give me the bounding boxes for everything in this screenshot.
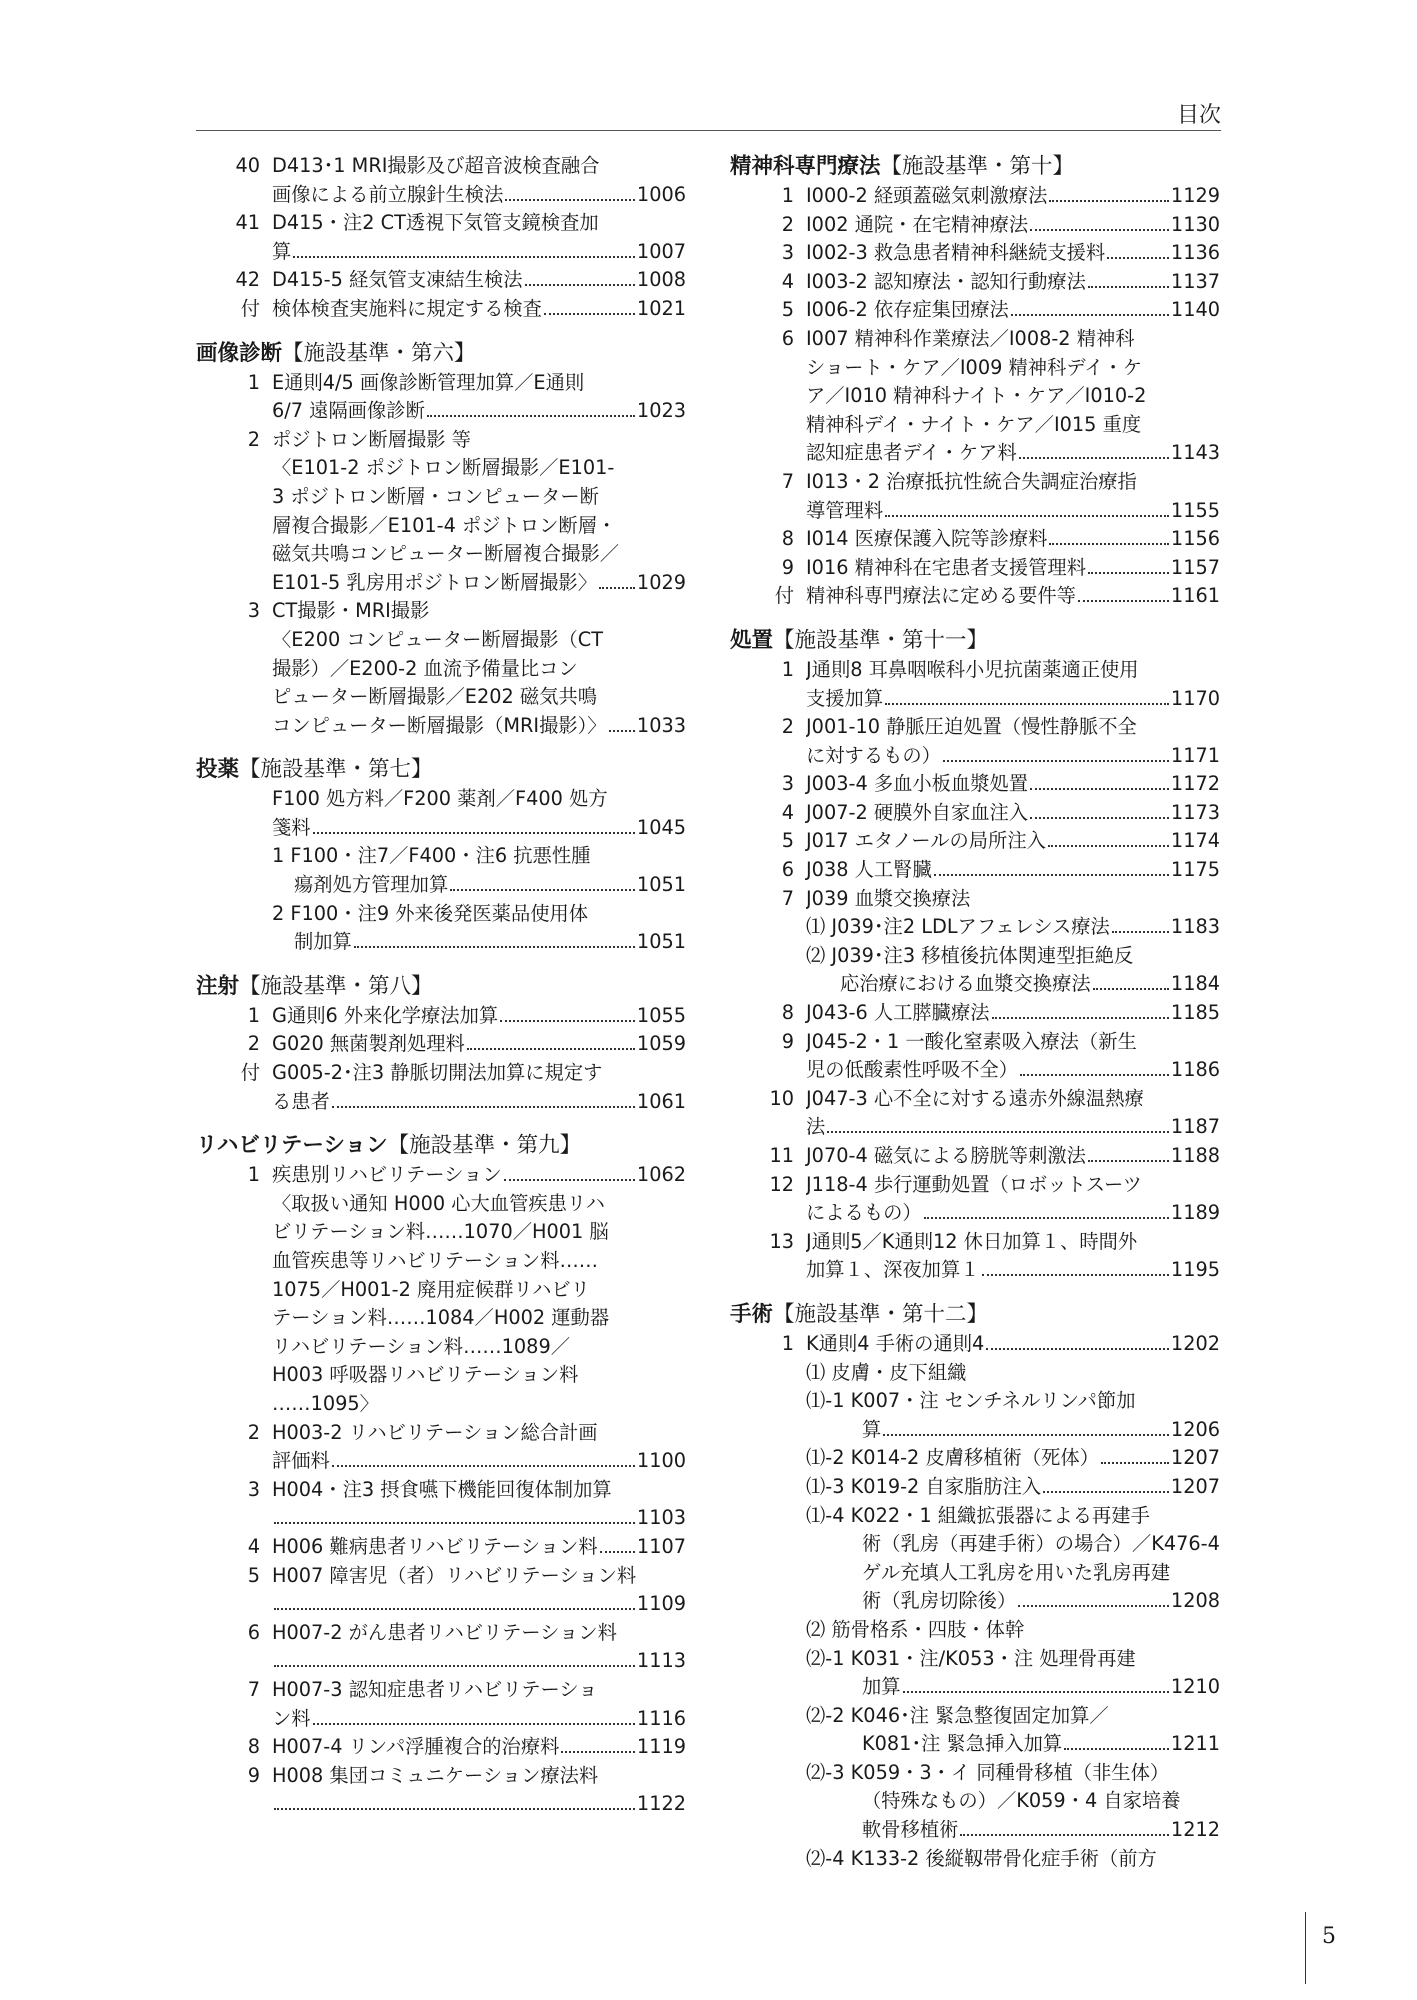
entry-number: 2 (247, 427, 260, 451)
page-ref: 1161 (1170, 584, 1220, 608)
page-ref: 1140 (1170, 298, 1220, 322)
toc-entry (730, 770, 1220, 799)
entry-text: D415・注2 CT透視下気管支鏡検査加 (272, 211, 599, 235)
entry-text: J038 人工腎臓 (806, 858, 932, 882)
entry-text: K007・注 センチネルリンパ節加 (850, 1389, 1136, 1413)
section-heading-imaging: 画像診断【施設基準・第六】 (196, 340, 476, 366)
right-column (730, 152, 1220, 1873)
entry-text: J017 エタノールの局所注入 (806, 829, 1046, 853)
entry-text: I006-2 依存症集団療法 (806, 298, 1009, 322)
entry-number: 1 (781, 184, 794, 207)
page-ref: 1130 (1170, 212, 1220, 236)
page-ref: 1061 (636, 1089, 686, 1113)
page-ref: 1122 (636, 1792, 686, 1816)
entry-text: H006 難病患者リハビリテーション料 (272, 1534, 598, 1558)
toc-entry (196, 1476, 686, 1533)
toc-entry (730, 713, 1220, 770)
entry-text: 画像による前立腺針生検法 (272, 182, 504, 206)
page-ref: 1109 (636, 1592, 686, 1616)
page-ref: 1137 (1170, 269, 1220, 293)
entry-text: 血管疾患等リハビリテーション料…… (272, 1249, 599, 1272)
entry-number: 5 (781, 298, 794, 322)
section-heading-medication: 投薬【施設基準・第七】 (196, 757, 433, 783)
entry-number: 5 (247, 1563, 260, 1587)
entry-text: 導管理料 (806, 498, 884, 522)
page-ref: 1023 (636, 399, 686, 423)
page-ref: 1156 (1170, 527, 1220, 551)
entry-text: G通則6 外来化学療法加算 (272, 1003, 499, 1027)
entry-text: K通則4 手術の通則4 (806, 1331, 985, 1355)
entry-text: K081･注 緊急挿入加算 (862, 1732, 1063, 1756)
entry-text: 制加算 (294, 930, 352, 954)
toc-entry (730, 1142, 1220, 1171)
toc-entry (196, 1002, 686, 1031)
page-ref: 1033 (636, 713, 686, 737)
sub-marker: ⑵-1 (806, 1646, 845, 1670)
entry-number: 3 (247, 599, 260, 623)
sub-marker: ⑴-3 (806, 1474, 845, 1498)
entry-number: 1 (247, 1163, 260, 1187)
toc-entry (730, 211, 1220, 240)
toc-entry (196, 1419, 686, 1476)
toc-entry (730, 268, 1220, 297)
page-ref: 1172 (1170, 772, 1220, 796)
toc-entry (730, 296, 1220, 325)
page-ref: 1113 (636, 1649, 686, 1673)
entry-text: 精神科専門療法に定める要件等 (806, 584, 1076, 608)
section-heading-psychiatry: 精神科専門療法【施設基準・第十】 (730, 154, 1075, 179)
entry-text: （特殊なもの）／K059・4 自家培養 (862, 1789, 1181, 1813)
entry-number: 2 (781, 212, 794, 236)
page-ref: 1206 (1170, 1417, 1220, 1441)
entry-number: 1 (247, 370, 260, 394)
page-ref: 1119 (636, 1735, 686, 1759)
toc-subentry (196, 900, 686, 957)
entry-text: 磁気共鳴コンピューター断層複合撮影／ (272, 542, 620, 566)
entry-text: ポジトロン断層撮影 等 (272, 427, 471, 451)
toc-subentry (730, 1473, 1220, 1502)
page-ref: 1210 (1170, 1675, 1220, 1699)
entry-text: H008 集団コミュニケーション療法料 (272, 1763, 599, 1787)
entry-text: D415-5 経気管支凍結生検法 (272, 268, 523, 292)
entry-number: 5 (781, 829, 794, 853)
entry-text: CT撮影・MRI撮影 (272, 599, 430, 623)
entry-text: 精神科デイ・ナイト・ケア／I015 重度 (806, 412, 1142, 436)
entry-text: 撮影）／E200-2 血流予備量比コン (272, 656, 578, 680)
entry-text: J通則8 耳鼻咽喉科小児抗菌薬適正使用 (806, 657, 1139, 681)
page-ref: 1059 (636, 1032, 686, 1056)
page-ref: 1155 (1170, 498, 1220, 522)
toc-subentry (730, 1702, 1220, 1759)
toc-entry (730, 1228, 1220, 1285)
toc-subentry (730, 1759, 1220, 1845)
page-ref: 1021 (636, 296, 686, 320)
page-ref: 1029 (636, 570, 686, 594)
entry-text: K022・1 組織拡張器による再建手 (850, 1503, 1150, 1527)
entry-text: J045-2・1 一酸化窒素吸入療法（新生 (806, 1029, 1137, 1053)
toc-entry (196, 152, 686, 209)
entry-number: 12 (769, 1172, 794, 1196)
entry-text: H007 障害児（者）リハビリテーション料 (272, 1563, 637, 1587)
entry-text: 〈取扱い通知 H000 心大血管疾患リハ (272, 1191, 605, 1215)
toc-entry (196, 369, 686, 426)
toc-subentry (730, 942, 1220, 999)
entry-text: 応治療における血漿交換療法 (840, 972, 1091, 996)
toc-entry (730, 582, 1220, 611)
toc-entry (196, 1562, 686, 1619)
page-ref: 1116 (636, 1706, 686, 1730)
toc-entry (730, 999, 1220, 1028)
toc-entry (730, 1171, 1220, 1228)
toc-subentry (730, 1845, 1220, 1874)
page-ref: 1188 (1170, 1144, 1220, 1167)
toc-subentry (730, 1387, 1220, 1444)
page-ref: 1207 (1170, 1446, 1220, 1470)
entry-number: 10 (769, 1086, 794, 1110)
toc-entry (196, 1161, 686, 1418)
page-ref: 1185 (1170, 1001, 1220, 1025)
entry-text: G020 無菌製剤処理料 (272, 1032, 465, 1056)
entry-number: 2 (247, 1420, 260, 1444)
entry-text: コンピューター断層撮影（MRI撮影）〉 (272, 713, 607, 737)
entry-number: 8 (781, 1001, 794, 1025)
entry-text: ビリテーション料……1070／H001 脳 (272, 1220, 609, 1244)
toc-entry (196, 266, 686, 295)
toc-entry (730, 827, 1220, 856)
toc-entry (196, 426, 686, 598)
entry-number: 7 (781, 886, 794, 910)
entry-text: F100 処方料／F200 薬剤／F400 処方 (272, 787, 608, 811)
section-heading-injection: 注射【施設基準・第八】 (196, 973, 433, 999)
entry-number: 付 (240, 1061, 260, 1085)
sub-marker: ⑵-2 (806, 1703, 845, 1727)
entry-number: 7 (247, 1677, 260, 1701)
toc-entry (196, 1533, 686, 1562)
entry-text: J039･注2 LDLアフェレシス療法 (831, 915, 1110, 939)
page-ref: 1207 (1170, 1474, 1220, 1498)
entry-text: K133-2 後縦靱帯骨化症手術（前方 (850, 1846, 1157, 1870)
entry-text: 瘍剤処方管理加算 (294, 873, 449, 897)
running-header-title: 目次 (1176, 103, 1221, 128)
entry-text: H007-3 認知症患者リハビリテーショ (272, 1677, 598, 1701)
entry-text: 加算１、深夜加算１ (806, 1258, 980, 1282)
page-ref: 1202 (1170, 1331, 1220, 1355)
page-ref: 1100 (636, 1449, 686, 1473)
page-ref: 1045 (636, 815, 686, 839)
entry-text: 法 (806, 1115, 826, 1139)
entry-text: に対するもの） (806, 743, 941, 767)
entry-text: H003 呼吸器リハビリテーション料 (272, 1363, 579, 1387)
entry-text: J043-6 人工膵臓療法 (806, 1001, 990, 1025)
page-number-rule (1305, 1912, 1306, 1984)
page-ref: 1136 (1170, 241, 1220, 265)
toc-entry (730, 1028, 1220, 1085)
entry-text: I013・2 治療抵抗性統合失調症治療指 (806, 469, 1137, 493)
toc-entry (730, 525, 1220, 554)
entry-number: 42 (235, 268, 260, 292)
entry-text: K019-2 自家脂肪注入 (850, 1474, 1042, 1498)
page-ref: 1129 (1170, 184, 1220, 207)
entry-number: 6 (781, 858, 794, 882)
toc-entry (196, 295, 686, 324)
toc-entry (730, 1085, 1220, 1142)
entry-text: ン料 (272, 1706, 311, 1730)
entry-number: 6 (247, 1620, 260, 1644)
page-ref: 1171 (1170, 743, 1220, 767)
entry-number: 40 (235, 154, 260, 177)
entry-number: 4 (781, 269, 794, 293)
toc-entry (730, 885, 1220, 914)
page-ref: 1103 (636, 1506, 686, 1530)
entry-number: 3 (781, 241, 794, 265)
sub-marker: ⑵ (806, 943, 826, 967)
entry-text: 3 ポジトロン断層・コンピューター断 (272, 484, 599, 508)
entry-text: 皮膚・皮下組織 (831, 1360, 967, 1384)
page-ref: 1189 (1170, 1201, 1220, 1225)
entry-text: 箋料 (272, 815, 311, 839)
entry-text: 算 (272, 239, 292, 263)
entry-text: 軟骨移植術 (862, 1818, 959, 1842)
entry-text: H007-4 リンパ浮腫複合的治療料 (272, 1735, 560, 1759)
entry-text: F100・注7／F400・注6 抗悪性腫 (290, 844, 591, 868)
page-ref: 1143 (1170, 441, 1220, 465)
page-ref: 1062 (636, 1163, 686, 1187)
entry-text: E101-5 乳房用ポジトロン断層撮影〉 (272, 570, 597, 594)
page-ref: 1183 (1170, 915, 1220, 939)
entry-text: I000-2 経頭蓋磁気刺激療法 (806, 184, 1048, 207)
entry-text: 支援加算 (806, 686, 884, 710)
toc-entry (730, 239, 1220, 268)
entry-text: I003-2 認知療法・認知行動療法 (806, 269, 1086, 293)
entry-text: る患者 (272, 1089, 330, 1113)
page-ref: 1175 (1170, 858, 1220, 882)
entry-number: 4 (781, 800, 794, 824)
page-ref: 1007 (636, 239, 686, 263)
toc-subentry (730, 913, 1220, 942)
page-ref: 1051 (636, 930, 686, 954)
toc-entry (196, 597, 686, 740)
entry-number: 9 (781, 555, 794, 579)
page-ref: 1008 (636, 268, 686, 292)
entry-text: リハビリテーション料……1089／ (272, 1334, 570, 1358)
entry-text: J047-3 心不全に対する遠赤外線温熱療 (806, 1086, 1144, 1110)
page-ref: 1195 (1170, 1258, 1220, 1282)
sub-marker: ⑵-3 (806, 1760, 845, 1784)
entry-text: J070-4 磁気による膀胱等刺激法 (806, 1144, 1086, 1167)
section-heading-rehabilitation: リハビリテーション【施設基準・第九】 (196, 1133, 582, 1159)
toc-entry (196, 1030, 686, 1059)
page-ref: 1211 (1170, 1732, 1220, 1756)
entry-text: H007-2 がん患者リハビリテーション料 (272, 1620, 617, 1644)
entry-number: 付 (240, 296, 260, 320)
sub-marker: ⑴ (806, 915, 826, 939)
entry-number: 1 (781, 1331, 794, 1355)
entry-text: H003-2 リハビリテーション総合計画 (272, 1420, 598, 1444)
sub-number: 2 (272, 901, 285, 925)
page-ref: 1170 (1170, 686, 1220, 710)
toc-entry (730, 554, 1220, 583)
toc-entry (730, 799, 1220, 828)
toc-entry (196, 1733, 686, 1762)
entry-text: 児の低酸素性呼吸不全） (806, 1058, 1019, 1082)
toc-entry (196, 1676, 686, 1733)
entry-number: 13 (769, 1229, 794, 1253)
entry-text: G005-2･注3 静脈切開法加算に規定す (272, 1061, 603, 1085)
section-heading-treatment: 処置【施設基準・第十一】 (730, 627, 989, 653)
entry-text: テーション料……1084／H002 運動器 (272, 1306, 610, 1330)
entry-text: E通則4/5 画像診断管理加算／E通則 (272, 370, 585, 394)
entry-number: 1 (781, 657, 794, 681)
entry-text: I016 精神科在宅患者支援管理料 (806, 555, 1086, 579)
sub-marker: ⑴-4 (806, 1503, 845, 1527)
entry-text: ア／I010 精神科ナイト・ケア／I010-2 (806, 384, 1147, 408)
page-ref: 1174 (1170, 829, 1220, 853)
entry-text: D413･1 MRI撮影及び超音波検査融合 (272, 154, 600, 177)
page-ref: 1107 (636, 1534, 686, 1558)
toc-subentry (730, 1616, 1220, 1645)
entry-number: 41 (235, 211, 260, 235)
entry-text: ピューター断層撮影／E202 磁気共鳴 (272, 685, 598, 709)
entry-text: 6/7 遠隔画像診断 (272, 399, 425, 423)
page-number: 5 (1322, 1924, 1336, 1949)
entry-text: 加算 (862, 1675, 901, 1699)
header-rule (196, 130, 1221, 131)
left-column (196, 152, 686, 1819)
page-ref: 1186 (1170, 1058, 1220, 1082)
toc-entry (196, 785, 686, 842)
entry-text: I002 通院・在宅精神療法 (806, 212, 1029, 236)
toc-entry (196, 1619, 686, 1676)
entry-text: ショート・ケア／I009 精神科デイ・ケ (806, 355, 1143, 379)
entry-text: 〈E101-2 ポジトロン断層撮影／E101- (272, 456, 615, 480)
sub-marker: ⑴ (806, 1360, 826, 1384)
entry-number: 4 (247, 1534, 260, 1558)
entry-number: 9 (781, 1029, 794, 1053)
entry-number: 2 (781, 715, 794, 739)
toc-subentry (196, 842, 686, 899)
page-ref: 1157 (1170, 555, 1220, 579)
entry-number: 8 (247, 1735, 260, 1759)
page-ref: 1187 (1170, 1115, 1220, 1139)
entry-text: 〈E200 コンピューター断層撮影（CT (272, 627, 604, 651)
entry-text: I002-3 救急患者精神科継続支援料 (806, 241, 1106, 265)
entry-text: J039 血漿交換療法 (806, 886, 971, 910)
toc-entry (730, 1330, 1220, 1359)
section-heading-surgery: 手術【施設基準・第十二】 (730, 1301, 989, 1327)
entry-number: 3 (781, 772, 794, 796)
sub-marker: ⑵-4 (806, 1846, 845, 1870)
entry-text: J003-4 多血小板血漿処置 (806, 772, 1029, 796)
entry-text: 検体検査実施料に規定する検査 (272, 296, 542, 320)
entry-text: 算 (862, 1417, 882, 1441)
page-ref: 1173 (1170, 800, 1220, 824)
page-ref: 1208 (1170, 1589, 1220, 1613)
entry-text: K031・注/K053・注 処理骨再建 (850, 1646, 1136, 1670)
toc-subentry (730, 1502, 1220, 1616)
entry-number: 2 (247, 1032, 260, 1056)
entry-text: 1075／H001-2 廃用症候群リハビリ (272, 1277, 590, 1301)
entry-text: H004・注3 摂食嚥下機能回復体制加算 (272, 1477, 612, 1501)
entry-text: J001-10 静脈圧迫処置（慢性静脈不全 (806, 715, 1137, 739)
sub-number: 1 (272, 844, 285, 868)
entry-text: I014 医療保護入院等診療料 (806, 527, 1048, 551)
entry-number: 1 (247, 1003, 260, 1027)
page-ref: 1184 (1170, 972, 1220, 996)
entry-text: J118-4 歩行運動処置（ロボットスーツ (806, 1172, 1142, 1196)
toc-subentry (730, 1359, 1220, 1388)
entry-number: 6 (781, 326, 794, 350)
sub-marker: ⑴-2 (806, 1446, 845, 1470)
toc-entry (730, 656, 1220, 713)
page-ref: 1006 (636, 182, 686, 206)
toc-entry (196, 1059, 686, 1116)
sub-marker: ⑴-1 (806, 1389, 845, 1413)
entry-number: 9 (247, 1763, 260, 1787)
entry-text: 術（乳房切除後） (862, 1589, 1017, 1613)
entry-text: 認知症患者デイ・ケア料 (806, 441, 1017, 465)
entry-text: J通則5／K通則12 休日加算１、時間外 (806, 1229, 1138, 1253)
toc-entry (196, 1762, 686, 1819)
toc-entry (730, 468, 1220, 525)
toc-entry (730, 182, 1220, 211)
entry-text: によるもの） (806, 1201, 922, 1225)
entry-number: 3 (247, 1477, 260, 1501)
page-ref: 1051 (636, 873, 686, 897)
entry-text: J007-2 硬膜外自家血注入 (806, 800, 1029, 824)
entry-number: 8 (781, 527, 794, 551)
entry-number: 7 (781, 469, 794, 493)
toc-entry (730, 856, 1220, 885)
entry-text: 筋骨格系・四肢・体幹 (831, 1617, 1025, 1641)
toc-subentry (730, 1645, 1220, 1702)
entry-text: K046･注 緊急整復固定加算／ (850, 1703, 1109, 1727)
page-ref: 1055 (636, 1003, 686, 1027)
entry-text: 評価料 (272, 1449, 330, 1473)
page-ref: 1212 (1170, 1818, 1220, 1842)
entry-text: K014-2 皮膚移植術（死体） (850, 1446, 1099, 1470)
entry-text: 層複合撮影／E101-4 ポジトロン断層・ (272, 513, 617, 537)
entry-text: K059・3・イ 同種骨移植（非生体） (850, 1760, 1170, 1784)
toc-subentry (730, 1444, 1220, 1473)
entry-text: J039･注3 移植後抗体関連型拒絶反 (831, 943, 1134, 967)
toc-entry (730, 325, 1220, 468)
toc-entry (196, 209, 686, 266)
sub-marker: ⑵ (806, 1617, 826, 1641)
entry-text: I007 精神科作業療法／I008-2 精神科 (806, 326, 1135, 350)
entry-text: ゲル充填人工乳房を用いた乳房再建 (862, 1560, 1171, 1584)
entry-number: 11 (769, 1144, 794, 1167)
entry-text: 術（乳房（再建手術）の場合）／K476-4 (862, 1532, 1220, 1556)
entry-text: ……1095〉 (272, 1391, 379, 1415)
entry-number: 付 (774, 584, 794, 608)
entry-text: 疾患別リハビリテーション (272, 1163, 502, 1187)
entry-text: F100・注9 外来後発医薬品使用体 (290, 901, 589, 925)
